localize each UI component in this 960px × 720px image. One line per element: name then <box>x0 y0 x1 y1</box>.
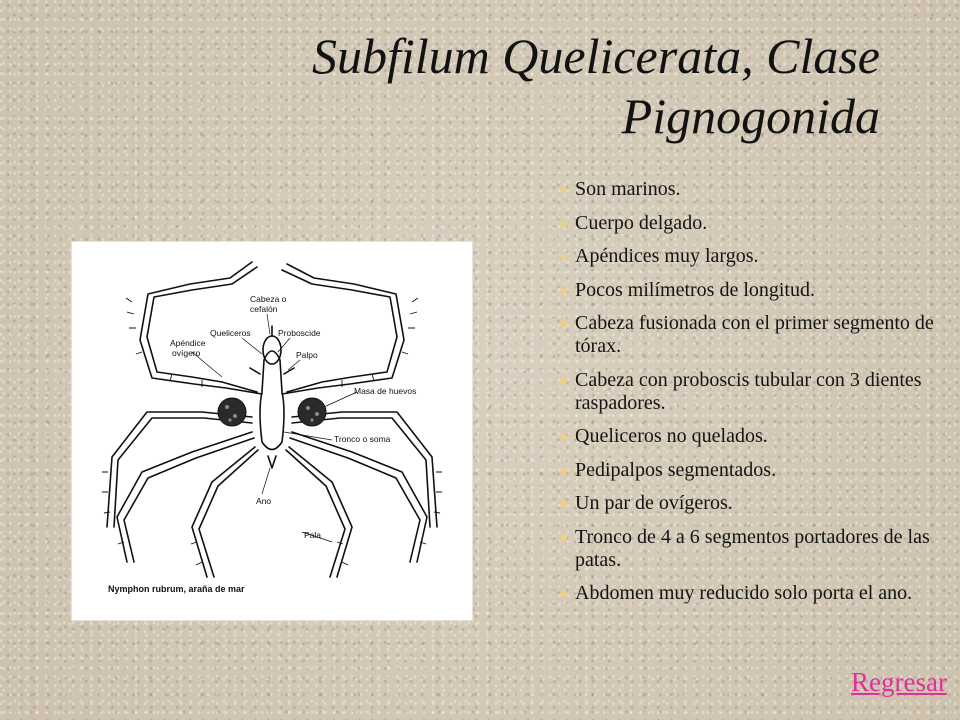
bullet-dot-icon <box>561 254 567 260</box>
bullet-item: Queliceros no quelados. <box>545 425 940 448</box>
bullet-dot-icon <box>561 468 567 474</box>
bullet-item: Un par de ovígeros. <box>545 492 940 515</box>
bullet-item: Cabeza con proboscis tubular con 3 dientes raspadores. <box>545 369 940 415</box>
bullet-dot-icon <box>561 187 567 193</box>
bullet-dot-icon <box>561 501 567 507</box>
title-line-1: Subfilum Quelicerata, Clase <box>312 28 880 84</box>
bullet-dot-icon <box>561 221 567 227</box>
bullet-list <box>545 178 940 616</box>
bullet-dot-icon <box>561 321 567 327</box>
label-apendice: Apéndice <box>170 338 206 348</box>
bullet-item: Pedipalpos segmentados. <box>545 459 940 482</box>
bullet-item: Abdomen muy reducido solo porta el ano. <box>545 582 940 605</box>
label-ano: Ano <box>256 496 272 506</box>
bullet-item: Cuerpo delgado. <box>545 212 940 235</box>
bullet-dot-icon <box>561 434 567 440</box>
figure-caption: Nymphon rubrum, araña de mar <box>108 584 245 594</box>
bullet-dot-icon <box>561 535 567 541</box>
bullet-dot-icon <box>561 591 567 597</box>
label-ovigero: ovígero <box>172 348 201 358</box>
bullet-dot-icon <box>561 378 567 384</box>
label-pala: Pala <box>304 530 322 540</box>
label-cabeza: Cabeza o <box>250 294 287 304</box>
bullet-item: Son marinos. <box>545 178 940 201</box>
sea-spider-illustration <box>72 242 472 620</box>
bullet-item: Cabeza fusionada con el primer segmento de tórax. <box>545 312 940 358</box>
slide-title <box>160 26 880 146</box>
title-line-2: Pignogonida <box>621 88 880 144</box>
bullet-item: Apéndices muy largos. <box>545 245 940 268</box>
label-masa-huevos: Masa de huevos <box>354 386 417 396</box>
bullet-dot-icon <box>561 288 567 294</box>
back-link[interactable]: Regresar <box>851 667 947 697</box>
sea-spider-diagram <box>72 242 472 620</box>
bullet-item: Pocos milímetros de longitud. <box>545 279 940 302</box>
bullet-item: Tronco de 4 a 6 segmentos portadores de las patas. <box>545 526 940 572</box>
label-palpo: Palpo <box>296 350 318 360</box>
label-proboscide: Proboscide <box>278 328 321 338</box>
label-queliceros: Queliceros <box>210 328 251 338</box>
label-cefalon: cefalón <box>250 304 278 314</box>
label-tronco: Tronco o soma <box>334 434 391 444</box>
